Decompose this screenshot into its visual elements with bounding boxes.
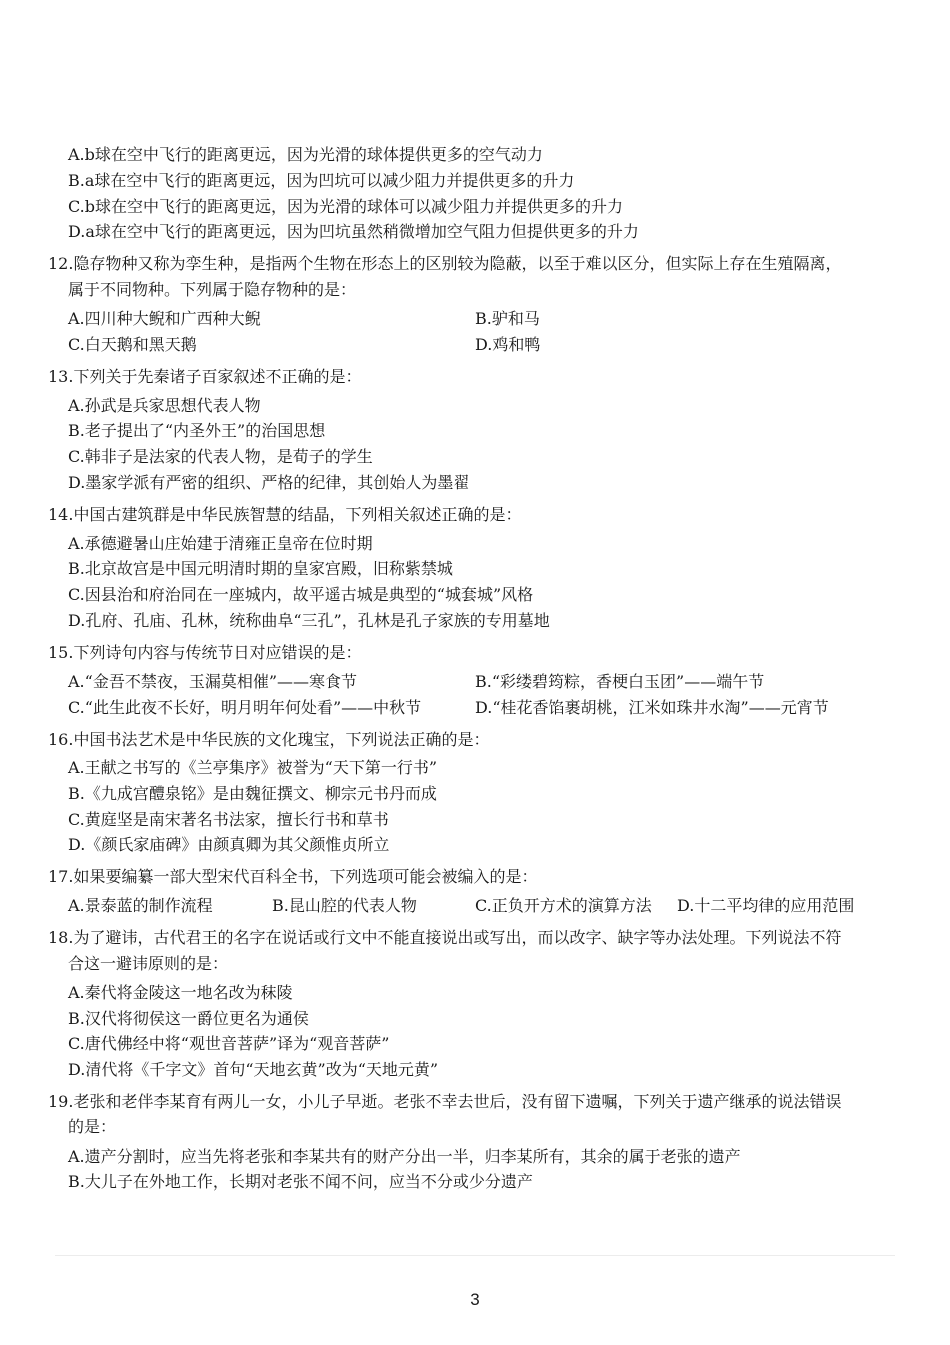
q15-option-b: B.“彩缕碧筠粽，香梗白玉团”——端午节 xyxy=(475,672,765,691)
q11-option-b: B.a球在空中飞行的距离更远，因为凹坑可以减少阻力并提供更多的升力 xyxy=(68,171,575,190)
q17-stem: 17.如果要编纂一部大型宋代百科全书，下列选项可能会被编入的是： xyxy=(48,867,538,886)
q16-option-c: C.黄庭坚是南宋著名书法家，擅长行书和草书 xyxy=(68,810,389,829)
q18-option-b: B.汉代将彻侯这一爵位更名为通侯 xyxy=(68,1009,309,1028)
q17-option-b: B.昆山腔的代表人物 xyxy=(272,896,417,915)
q13-option-b: B.老子提出了“内圣外王”的治国思想 xyxy=(68,421,326,440)
q16-stem: 16.中国书法艺术是中华民族的文化瑰宝，下列说法正确的是： xyxy=(48,730,490,749)
q12-option-b: B.驴和马 xyxy=(475,309,540,328)
q14-option-b: B.北京故宫是中国元明清时期的皇家宫殿，旧称紫禁城 xyxy=(68,559,453,578)
q16-option-a: A.王献之书写的《兰亭集序》被誉为“天下第一行书” xyxy=(68,758,438,777)
q12-option-c: C.白天鹅和黑天鹅 xyxy=(68,335,197,354)
q18-stem-line1: 18.为了避讳，古代君王的名字在说话或行文中不能直接说出或写出，而以改字、缺字等办法处理。下列说法不符 xyxy=(48,928,842,947)
q19-option-b: B.大儿子在外地工作，长期对老张不闻不问，应当不分或少分遗产 xyxy=(68,1172,533,1191)
q15-option-c: C.“此生此夜不长好，明月明年何处看”——中秋节 xyxy=(68,698,422,717)
q12-option-d: D.鸡和鸭 xyxy=(475,335,541,354)
q17-option-a: A.景泰蓝的制作流程 xyxy=(68,896,213,915)
q12-stem-line1: 12.隐存物种又称为孪生种，是指两个生物在形态上的区别较为隐蔽，以至于难以区分，但实际上存在生殖隔离， xyxy=(48,254,842,273)
q14-option-a: A.承德避暑山庄始建于清雍正皇帝在位时期 xyxy=(68,534,373,553)
q11-option-c: C.b球在空中飞行的距离更远，因为光滑的球体可以减少阻力并提供更多的升力 xyxy=(68,197,624,216)
q12-option-a: A.四川种大鲵和广西种大鲵 xyxy=(68,309,261,328)
q14-option-d: D.孔府、孔庙、孔林，统称曲阜“三孔”，孔林是孔子家族的专用墓地 xyxy=(68,611,550,630)
q11-option-d: D.a球在空中飞行的距离更远，因为凹坑虽然稍微增加空气阻力但提供更多的升力 xyxy=(68,222,639,241)
q17-option-c: C.正负开方术的演算方法 xyxy=(475,896,652,915)
page-number: 3 xyxy=(470,1290,480,1309)
q14-stem: 14.中国古建筑群是中华民族智慧的结晶，下列相关叙述正确的是： xyxy=(48,505,522,524)
q18-option-d: D.清代将《千字文》首句“天地玄黄”改为“天地元黄” xyxy=(68,1060,439,1079)
q15-stem: 15.下列诗句内容与传统节日对应错误的是： xyxy=(48,643,362,662)
q15-option-a: A.“金吾不禁夜，玉漏莫相催”——寒食节 xyxy=(68,672,358,691)
q19-option-a: A.遗产分割时，应当先将老张和李某共有的财产分出一半，归李某所有，其余的属于老张的遗产 xyxy=(68,1147,741,1166)
q16-option-b: B.《九成宫醴泉铭》是由魏征撰文、柳宗元书丹而成 xyxy=(68,784,437,803)
q13-option-a: A.孙武是兵家思想代表人物 xyxy=(68,396,261,415)
q17-option-d: D.十二平均律的应用范围 xyxy=(677,896,855,915)
q19-stem-line2: 的是： xyxy=(68,1117,117,1136)
q13-stem: 13.下列关于先秦诸子百家叙述不正确的是： xyxy=(48,367,362,386)
q18-option-c: C.唐代佛经中将“观世音菩萨”译为“观音菩萨” xyxy=(68,1034,390,1053)
q11-option-a: A.b球在空中飞行的距离更远，因为光滑的球体提供更多的空气动力 xyxy=(68,145,543,164)
q13-option-d: D.墨家学派有严密的组织、严格的纪律，其创始人为墨翟 xyxy=(68,473,470,492)
q13-option-c: C.韩非子是法家的代表人物，是荀子的学生 xyxy=(68,447,373,466)
q12-stem-line2: 属于不同物种。下列属于隐存物种的是： xyxy=(68,280,357,299)
q18-stem-line2: 合这一避讳原则的是： xyxy=(68,954,229,973)
q15-option-d: D.“桂花香馅裹胡桃，江米如珠井水淘”——元宵节 xyxy=(475,698,829,717)
q18-option-a: A.秦代将金陵这一地名改为秣陵 xyxy=(68,983,293,1002)
q14-option-c: C.因县治和府治同在一座城内，故平遥古城是典型的“城套城”风格 xyxy=(68,585,534,604)
q16-option-d: D.《颜氏家庙碑》由颜真卿为其父颜惟贞所立 xyxy=(68,835,390,854)
footer-divider xyxy=(55,1255,895,1256)
q19-stem-line1: 19.老张和老伴李某育有两儿一女，小儿子早逝。老张不幸去世后，没有留下遗嘱，下列关于遗产继承的说法错误 xyxy=(48,1092,842,1111)
